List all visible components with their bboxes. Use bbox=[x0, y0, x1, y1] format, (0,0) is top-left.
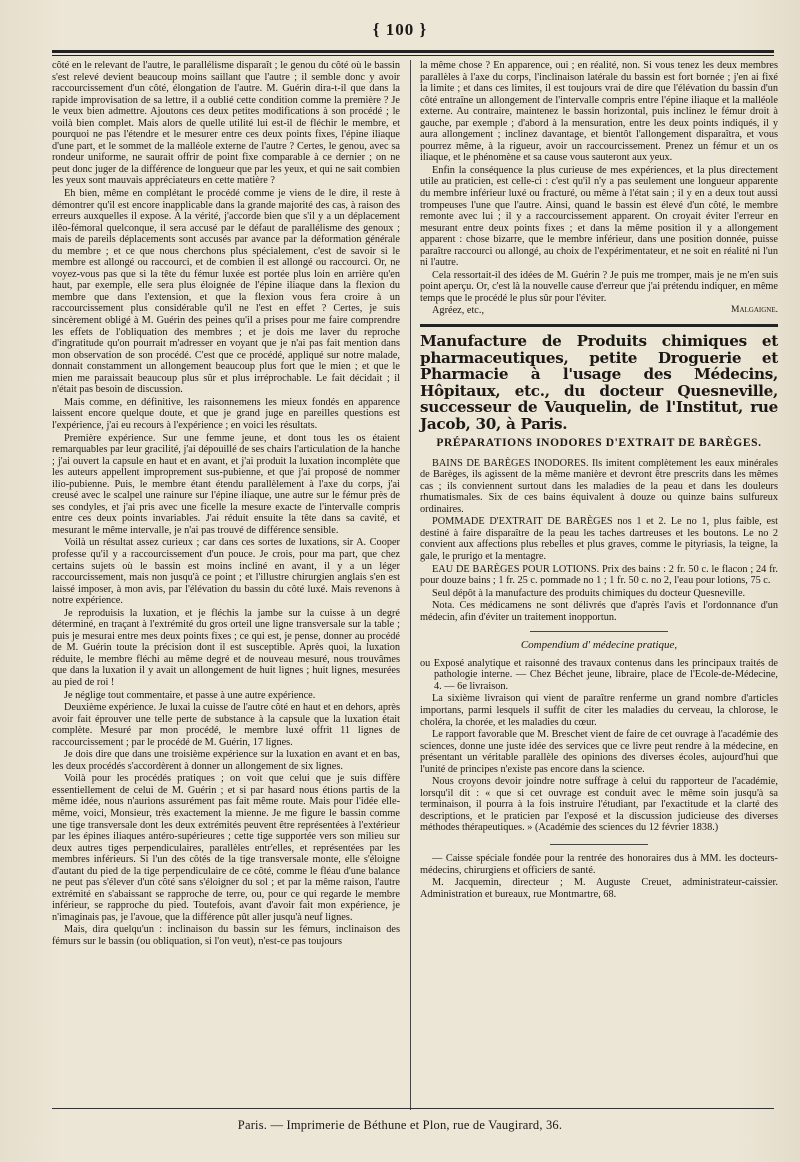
manufacture-title: Manufacture de Produits chimiques et pharmaceutiques, petite Droguerie et Pharmacie à l'usage des Médecins, Hôpitaux, etc., du docteur Quesneville, successeur de Vauquelin, de l'Institut, rue Jacob, 30, à Paris. bbox=[420, 332, 778, 433]
left-paragraph: Première expérience. Sur une femme jeune, et dont tous les os étaient remarquables par leur gracilité, j'ai dépouillé de ses chairs l'articulation de la hanche ; j'ai ouvert la capsule en haut et en avant, et j'ai produit la luxation incomplète que les auteurs appellent improprement sus-pubienne, et que j'ai proposé de nommer ilio-pubienne. Puis, le membre étant étendu parallèlement à l'axe du corps, j'ai creusé avec le scalpel une rainure sur l'épine iliaque, une autre sur le fémur près de ses condyles, et j'ai pris avec une ficelle la mesure exacte de l'intervalle compris entre ces deux points invariables. J'ai réduit ensuite la tête dans sa cavité, et mesurant le même intervalle, je n'ai pas trouvé de différence sensible. bbox=[52, 432, 400, 536]
pommade-paragraph: POMMADE D'EXTRAIT DE BARÈGES nos 1 et 2. Le no 1, plus faible, est destiné à faire disparaître de la peau les taches dartreuses et les boutons. Le no 2 convient aux affections plus rebelles et plus graves, comme le pityriasis, la teigne, la gale, le prurigo et la mentagre. bbox=[420, 516, 778, 562]
compendium-paragraph: Le rapport favorable que M. Breschet vient de faire de cet ouvrage à l'académie des sciences, donne une juste idée des services que ce livre peut rendre à la médecine, en présentant un véritable parallèle des opinions des diverses écoles, aujourd'hui que l'unité de principes n'existe pas encore dans la science. bbox=[420, 729, 778, 775]
left-paragraph: Eh bien, même en complétant le procédé comme je viens de le dire, il reste à démontrer qu'il est encore inapplicable dans la grande majorité des cas, à raison des erreurs auxquelles il expose. A la vérité, j'accorde bien que s'il y a un déplacement ilêo-fémoral quelconque, il sera accusé par le défaut de parallélisme des genoux ; mais de pareils déplacements sont accusés par avance par la déformation générale du membre ; et ce que nous cherchons plus spécialement, c'est de savoir si le membre est allongé ou raccourci, et de combien il est allongé ou raccourci. Or, ne voyez-vous pas que si la tête du fémur luxée est portée plus loin en arrière qu'en haut, par exemple, elle sera plus éloignée de l'épine iliaque dans la flexion du membre que dans l'extension, et que la flexion vous fera croire à un raccourcissement plus considérable qu'il ne l'est en effet ? Certes, je suis sincèrement obligé à M. Guérin des peines qu'il a prises pour me faire comprendre les effets de l'obliquation des membres ; et je dois me laver du reproche d'ingratitude qu'on pourrait m'adresser en voyant que je n'ai pas fait mention dans mon observation de son procédé. C'est que ce procédé, appliqué sur notre malade, donnait constamment un allongement beaucoup plus fort que le mien ; et que le mien me paraissait beaucoup plus sûr et plus irréprochable. Le fait décidait ; il n'était pas besoin de discussion. bbox=[52, 188, 400, 396]
left-paragraph: Mais, dira quelqu'un : inclinaison du bassin sur les fémurs, inclinaison des fémurs sur le bassin (ou obliquation, si l'on veut), n'est-ce pas toujours bbox=[52, 924, 400, 948]
right-paragraph: Cela ressortait-il des idées de M. Guérin ? Je puis me tromper, mais je ne m'en suis point aperçu. Or, c'est là la nouvelle cause d'erreur que j'ai prétendu indiquer, en même temps que le procédé le plus sûr pour l'éviter. bbox=[420, 269, 778, 304]
left-paragraph: Voilà pour les procédés pratiques ; on voit que celui que je suis diffère essentiellement de celui de M. Guérin ; et si par hasard nous étions partis de la même idée, nous n'aurions assurément pas fait même route. Mais pour l'idée elle-même, voici, Monsieur, très exactement la mienne. Je me figure le bassin comme une tige transversale dont les deux extrémités peuvent être représentées à l'extérieur par les épines iliaques antéro-supérieures ; cette tige supportée vers son milieu sur deux autres tiges perpendiculaires, parallèles entr'elles, et représentées par les membres inférieurs. Si l'un des côtés de la tige transversale monte, elle s'éloigne d'autant du pied de la tige perpendiculaire de ce côté, comme le fléau d'une balance ne peut pas s'élever d'un côté sans s'éloigner du sol ; et par la même raison, l'autre extrémité en s'abaissant se rapproche de terre, ou, pour ce qui regarde le membre inférieur, se rapproche du pied. Toutefois, avant d'avoir fait mon expérience, je n'imaginais pas, je l'avoue, que la différence pût aller jusqu'à neuf lignes. bbox=[52, 773, 400, 923]
left-column bbox=[52, 60, 400, 949]
author-signature: Malgaigne. bbox=[731, 305, 778, 316]
compendium-paragraph: Nous croyons devoir joindre notre suffrage à celui du rapporteur de l'académie, lorsqu'il dit : « que si cet ouvrage est conduit avec le même soin jusqu'à sa terminaison, il pourra à la fois instruire l'étudiant, par l'exactitude et la clarté des descriptions, et le praticien par l'exposé et la discussion judicieuse des diverses méthodes thérapeutiques. » (Académie des sciences du 12 février 1838.) bbox=[420, 776, 778, 834]
right-paragraph: Enfin la conséquence la plus curieuse de mes expériences, et la plus directement utile au praticien, est celle-ci : c'est qu'il n'y a pas seulement une longueur apparente du membre inférieur luxé ou fracturé, ou même à l'état sain ; il y en a deux tout aussi trompeuses l'une que l'autre. Ainsi, quand le bassin est élevé d'un côté, le membre remonte avec lui ; il y a raccourcissement apparent. On croyait éviter l'erreur en mesurant entre deux points fixes ; et dans la même position il y a allongement apparent : chose bizarre, que le membre inférieur, dans une position donnée, puisse paraître raccourci ou allongé, au choix de l'expérimentateur, et ne soit en réalité ni l'un ni l'autre. bbox=[420, 164, 778, 269]
caisse-paragraph: — Caisse spéciale fondée pour la rentrée des honoraires dus à MM. les docteurs-médecins, chirurgiens et officiers de santé. bbox=[420, 852, 778, 876]
bains-paragraph: BAINS DE BARÈGES INODORES. Ils imitent complètement les eaux minérales de Barèges, ils agissent de la même manière et devront être prescrits dans les mêmes cas ; ils conviennent surtout dans les maladies de la peau et dans les douleurs rhumatismales. Six de ces bains équivalent à douze ou quinze bains sulfureux ordinaires. bbox=[420, 457, 778, 515]
left-paragraph: côté en le relevant de l'autre, le parallélisme disparaît ; le genou du côté où le bassin s'est relevé devient beaucoup moins saillant que l'autre ; il semble donc y avoir raccourcissement d'un côté, élongation de l'autre. M. Guérin dira-t-il que dans la rapide improvisation de sa lettre, il a oublié cette condition comme la première ? Je le veux bien admettre. Ajoutons ces deux petites modifications à son procédé ; le voilà bien complet. Mais alors de quelle utilité lui est-il de fléchir le membre, et pourquoi ne pas l'étendre et le mesurer entre ces deux points fixes, l'épine iliaque d'une part, et le sommet de la malléole externe de l'autre ? Certes, le genou, avec sa rondeur uniforme, ne saurait offrir de point fixe comparable à ce dernier ; on ne peut donc juger de la différence de longueur que par les yeux, et qui ne sait combien les yeux sont mauvais appréciateurs en cette matière ? bbox=[52, 60, 400, 187]
page-number: { 100 } bbox=[372, 20, 428, 39]
compendium-subtitle: ou Exposé analytique et raisonné des travaux contenus dans les principaux traités de pathologie interne. — Chez Béchet jeune, libraire, place de l'Ecole-de-Médecine, 4. — 6e livraison. bbox=[420, 657, 778, 692]
divider-rule bbox=[550, 844, 648, 845]
compendium-paragraph: La sixième livraison qui vient de paraître renferme un grand nombre d'articles importans, parmi lesquels il suffit de citer les maladies du cerveau, la chlorose, le choléra, la chorée, et les maladies du cœur. bbox=[420, 693, 778, 728]
printer-footer: Paris. — Imprimerie de Béthune et Plon, rue de Vaugirard, 36. bbox=[237, 1118, 563, 1132]
bottom-rule bbox=[52, 1108, 774, 1109]
preparations-heading: PRÉPARATIONS INODORES D'EXTRAIT DE BARÈGES. bbox=[436, 437, 762, 450]
letter-closing bbox=[420, 305, 778, 317]
nota-paragraph: Nota. Ces médicamens ne sont délivrés que d'après l'avis et l'ordonnance d'un médecin, afin d'éviter un traitement inopportun. bbox=[420, 600, 778, 623]
left-paragraph: Je néglige tout commentaire, et passe à une autre expérience. bbox=[64, 689, 316, 701]
divider-rule bbox=[530, 631, 668, 632]
left-paragraph: Je reproduisis la luxation, et je fléchis la jambe sur la cuisse à un degré déterminé, en traçant à l'extrémité du gros orteil une ligne transversale sur la table ; puis je mesurai entre mes deux points fixes ; ce qui est, je pense, donner au procédé de M. Guérin toute la précision dont il est susceptible. Après quoi, la luxation réduite, le membre fléchi au même degré et de nouveau mesuré, nous trouvâmes que dans la luxation il y avait un allongement de huit lignes ; huit lignes, mesurées au pied de roi ! bbox=[52, 607, 400, 688]
right-paragraph: la même chose ? En apparence, oui ; en réalité, non. Si vous tenez les deux membres parallèles à l'axe du corps, l'inclinaison latérale du bassin est fort bornée ; j'en ai fixé la limite ; et dans ces limites, il est toujours vrai de dire que l'élévation du bassin d'un côté entraîne un allongement de l'intervalle compris entre l'épine iliaque et la malléole externe. Au contraire, maintenez le bassin horizontal, puis inclinez le fémur droit à gauche, par exemple ; d'abord à la mensuration, entre les deux points indiqués, il y aura allongement ; inclinez davantage, et bientôt l'allongement disparaîtra, et vous pourrez même, à la rigueur, avoir un raccourcissement. Prenez un fémur et un os iliaque, et le phénomène et sa cause vous sauteront aux yeux. bbox=[420, 60, 778, 164]
compendium-title: Compendium d' médecine pratique, bbox=[520, 639, 678, 652]
column-divider bbox=[410, 60, 411, 1110]
caisse-staff-paragraph: M. Jacquemin, directeur ; M. Auguste Creuet, administrateur-caissier. Administration et bureaux, rue Montmartre, 68. bbox=[420, 877, 778, 900]
left-paragraph: Deuxième expérience. Je luxai la cuisse de l'autre côté en haut et en dehors, après avoir fait éprouver une telle perte de substance à la capsule que la luxation était complète. Mesuré par mon procédé, le membre luxé offrit 11 lignes de raccourcissement ; par le procédé de M. Guérin, 17 lignes. bbox=[52, 702, 400, 748]
left-paragraph: Voilà un résultat assez curieux ; car dans ces sortes de luxations, sir A. Cooper professe qu'il y a raccourcissement d'un pouce. Je crois, pour ma part, que chez certains sujets où le bassin est moins incliné en avant, il y a un léger raccourcissement, mais non jusqu'à ce point ; et l'illustre chirurgien anglais s'en est laissé imposer, à mon avis, par l'élévation du bassin du côté luxé. Mais revenons à notre expérience. bbox=[52, 537, 400, 607]
eau-paragraph: EAU DE BARÈGES POUR LOTIONS. Prix des bains : 2 fr. 50 c. le flacon ; 24 fr. pour douze bains ; 1 fr. 25 c. pommade no 1 ; 1 fr. 50 c. no 2, l'eau pour lotions, 75 c. bbox=[420, 563, 778, 587]
depot-paragraph: Seul dépôt à la manufacture des produits chimiques du docteur Quesneville. bbox=[432, 587, 746, 599]
closing-text: Agréez, etc., bbox=[432, 305, 485, 317]
left-paragraph: Mais comme, en définitive, les raisonnemens les mieux fondés en apparence laissent encore quelque doute, et que je grand juge en pareilles questions est l'expérience, j'ai eu recours à l'expérience ; en voici les résultats. bbox=[52, 396, 400, 431]
section-rule bbox=[420, 324, 778, 327]
right-column bbox=[420, 60, 778, 901]
top-double-rule bbox=[52, 50, 774, 56]
left-paragraph: Je dois dire que dans une troisième expérience sur la luxation en avant et en bas, les deux procédés s'accordèrent à donner un allongement de six lignes. bbox=[52, 749, 400, 772]
